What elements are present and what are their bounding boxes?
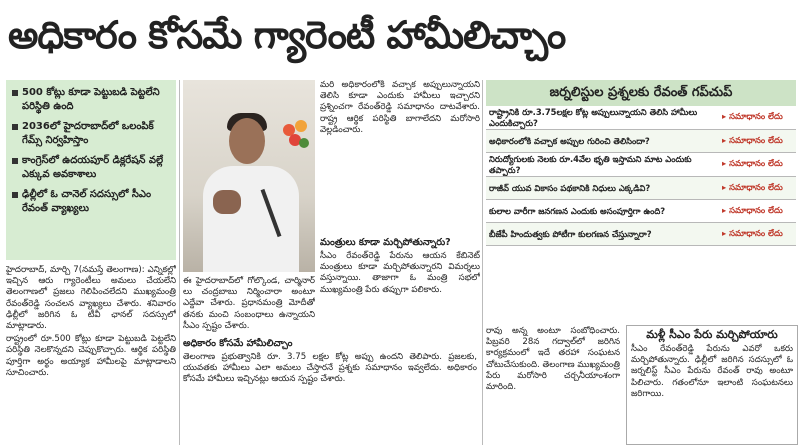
news-photo [183,80,315,272]
qa-question: రాజీవ్ యువ వికాసం పథకానికి నిధులు ఎక్కడివి? [489,182,651,193]
qa-rows [486,106,796,246]
headline: అధికారం కోసమే గ్యారెంటీ హామీలిచ్చాం [8,13,566,57]
bullet-icon [12,158,18,164]
paragraph: రావు అన్న అంటూ సంబోధించారు. పిబ్రవరి 28న గద్వాల్‌లో జరిగిన కార్యక్రమంలో ఇదే తరహా సంఘటన చోటుచేసుకుంది. తెలంగాణ ముఖ్యమంత్రి పేరు మరోసారి చర్చనీయాంశంగా మారింది. [486,326,620,393]
bullet-icon [12,192,18,198]
qa-answer: ▸ సమాధానం లేదు [718,205,796,218]
highlight-text: ఢిల్లీలో ఓ చానెల్ సదస్సులో సీఎం రేవంత్ వ్యాఖ్యలు [22,189,152,214]
article-section-3 [320,232,480,332]
paragraph: తెలంగాణ ప్రభుత్వానికి రూ. 3.75 లక్షల కోట్ల అప్పు ఉందని తెలిపారు. ప్రజలకు, యువతకు హామీలు ఎలా అమలు చేస్తారనే ప్రశ్నకు సమాధానం ఇవ్వలేదు. అధికారం కోసమే హామీలు ఇచ్చినట్లు ఆయన స్పష్టం చేశారు. [183,352,477,385]
highlight-text: 500 కోట్లు కూడా పెట్టుబడి పెట్టలేని పరిస్థితి ఉంది [22,87,160,112]
qa-row [486,223,796,246]
side-box [626,325,798,445]
flowers-decoration [281,120,311,166]
qa-question: కులాల వారీగా జనగణన ఎందుకు అసంపూర్తిగా ఉంది? [489,205,666,216]
bullet-icon [12,124,18,130]
paragraph: సీఎం రేవంత్‌రెడ్డి పేరును ఆయన కేబినెట్ మంత్రులు కూడా మర్చిపోతున్నారని విమర్శలు వస్తున్నాయి. తాజాగా ఓ మంత్రి సభలో ముఖ్యమంత్రి పేరు తప్పుగా పలికారు. [320,251,480,295]
qa-row [486,153,796,177]
qa-question: రాష్ట్రానికి రూ.3.75లక్షల కోట్ల అప్పులున్నాయని తెలిసి హామీలు ఎందుకిచ్చారు? [489,107,698,128]
qa-row [486,130,796,153]
qa-answer: ▸ సమాధానం లేదు [718,228,796,241]
article-column-4 [486,326,620,445]
bullet-icon [12,90,18,96]
qa-question: నిరుద్యోగులకు నెలకు రూ.4వేల భృతి ఇస్తామని మాట ఎందుకు తప్పారు? [489,154,692,175]
highlight-item [12,154,172,182]
highlight-item [12,120,172,148]
highlights-box [6,80,176,260]
section-heading: అధికారం కోసమే హామీలిచ్చాం [183,338,293,349]
article-section-2 [183,333,477,445]
highlight-text: కాంగ్రెస్‌లో ఉదయపూర్ డిక్లరేషన్ వల్లే ఎక్కువ అవకాశాలు [22,155,164,180]
qa-row [486,106,796,130]
qa-answer: ▸ సమాధానం లేదు [718,182,796,195]
qa-question: బీజేపీ హిందుత్వకు పోటీగా కులగణన చేస్తున్నారా? [489,228,652,239]
paragraph: ఈ హైదరాబాద్‌లో గోల్కొండ, చార్మినార్ లు చంద్రబాబు నిర్మించారా అంటూ ఎద్దేవా చేశారు. ప్రధానమంత్రి మోదీతో తనకు మంచి సంబంధాలు ఉన్నాయని సీఎం స్పష్టం చేశారు. [183,276,315,331]
highlight-item [12,86,172,114]
qa-title: జర్నలిస్టుల ప్రశ్నలకు రేవంత్ గప్‌చుప్ [486,80,796,106]
article-column-3 [320,80,480,230]
highlight-item [12,188,172,216]
article-column-2 [183,276,315,332]
paragraph: హైదరాబాద్, మార్చి 7(నమస్తే తెలంగాణ): ఎన్నికల్లో ఇచ్చిన ఆరు గ్యారెంటీలు అమలు చేయలేని తెలంగాణలో ప్రజలు గెలిపించలేదని ముఖ్యమంత్రి రేవంత్‌రెడ్డి సంచలన వ్యాఖ్యలు చేశారు. శనివారం ఢిల్లీలో జరిగిన ఓ టీవీ ఛానల్ సదస్సులో మాట్లాడారు. [6,265,176,332]
qa-row [486,200,796,223]
qa-answer: ▸ సమాధానం లేదు [718,135,796,148]
paragraph: మరి అధికారంలోకి వచ్చాక అప్పులున్నాయని తెలిసి కూడా ఎందుకు హామీలు ఇచ్చారని ప్రశ్నించగా రేవంత్‌రెడ్డి సమాధానం దాటవేశారు. రాష్ట్ర ఆర్థిక పరిస్థితి బాగాలేదని మరోసారి వెల్లడించారు. [320,80,480,135]
side-box-text: సీఎం రేవంత్‌రెడ్డి పేరును ఎవరో ఒకరు మర్చిపోతున్నారు. ఢిల్లీలో జరిగిన సదస్సులో ఓ జర్నలిస్ట్ సీఎం పేరును రేవంత్ రావు అంటూ పిలిచారు. గతంలోనూ ఇలాంటి సంఘటనలు జరిగాయి. [631,344,793,399]
highlight-text: 2036లో హైదరాబాద్‌లో ఒలంపిక్ గేమ్స్ నిర్వహిస్తాం [22,121,154,146]
qa-answer: ▸ సమాధానం లేదు [718,158,796,171]
qa-answer: ▸ సమాధానం లేదు [718,111,796,124]
paragraph: రాష్ట్రంలో రూ.500 కోట్లు కూడా పెట్టుబడి పెట్టలేని పరిస్థితి నెలకొన్నదని చెప్పుకొచ్చారు. ఆర్థిక పరిస్థితి పూర్తిగా అర్థం అయ్యాక హామీలపై మాట్లాడాలని సూచించారు. [6,334,176,378]
side-box-title: మళ్లీ సీఎం పేరు మర్చిపోయారు [646,328,778,341]
qa-table [486,80,796,322]
section-heading: మంత్రులు కూడా మర్చిపోతున్నారు? [320,237,451,248]
qa-question: అధికారంలోకి వచ్చాక అప్పుల గురించి తెలిసిందా? [489,135,650,146]
article-column-1 [6,265,176,445]
qa-row [486,177,796,200]
